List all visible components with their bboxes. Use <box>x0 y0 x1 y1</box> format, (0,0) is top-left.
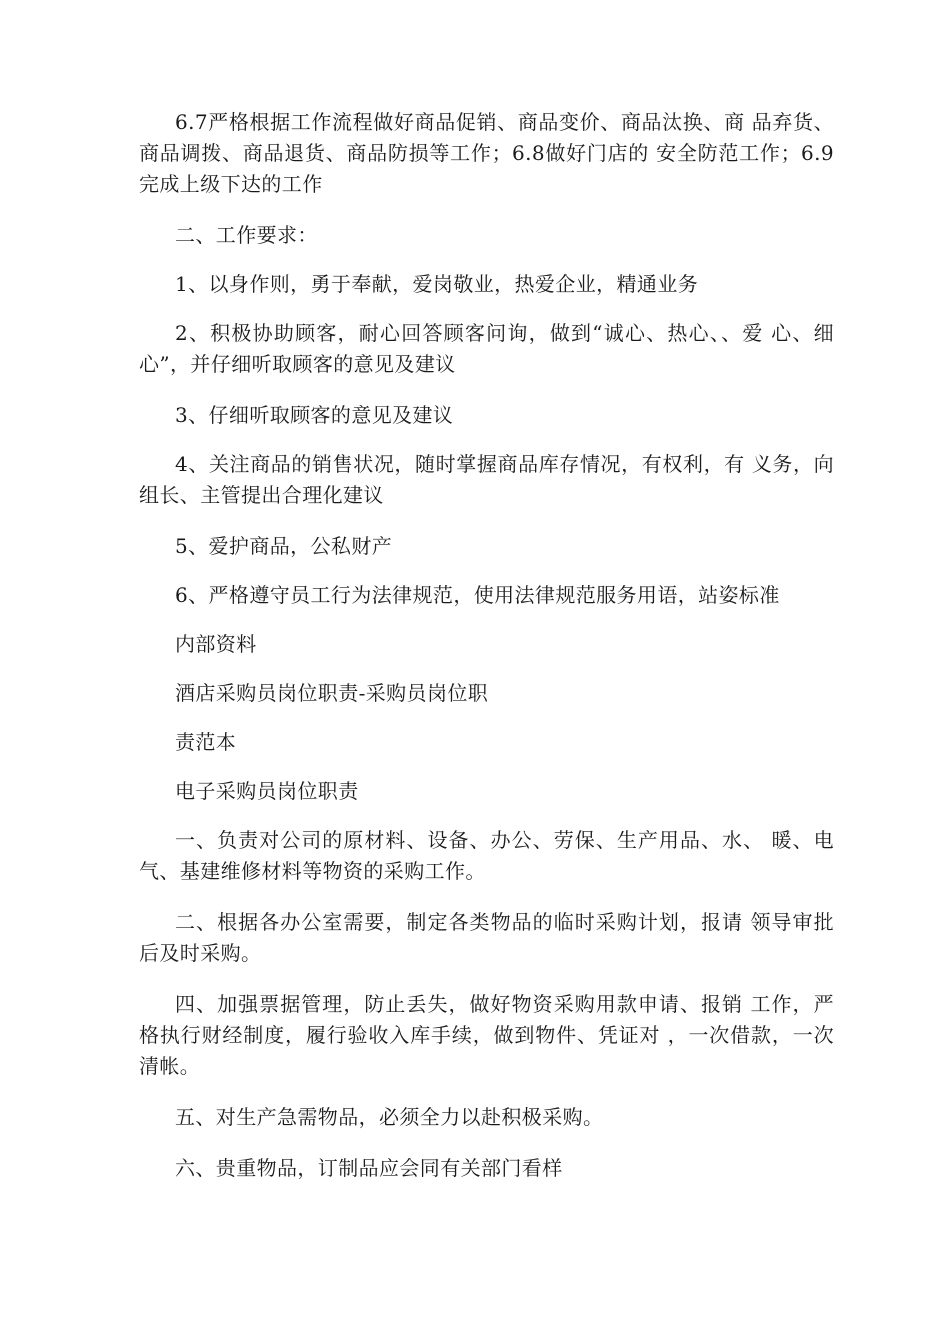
heading-work-requirements: 二、工作要求： <box>175 223 318 247</box>
paragraph-requirement-4: 4、关注商品的销售状况，随时掌握商品库存情况，有权利，有 义务，向组长、主管提出合理化建议 <box>139 452 834 507</box>
title-purchaser-duties-line1: 酒店采购员岗位职责-采购员岗位职 <box>175 681 489 705</box>
paragraph-duty-1: 一、负责对公司的原材料、设备、办公、劳保、生产用品、水、 暖、电气、基建维修材料等物资的采购工作。 <box>139 828 834 883</box>
paragraph-duties-6-7: 6.7严格根据工作流程做好商品促销、商品变价、商品汰换、商 品弃货、商品调拨、商品退货、商品防损等工作；6.8做好门店的 安全防范工作；6.9完成上级下达的工作 <box>139 110 834 196</box>
paragraph-duty-6: 六、贵重物品，订制品应会同有关部门看样 <box>175 1156 563 1180</box>
paragraph-duty-5: 五、对生产急需物品，必须全力以赴积极采购。 <box>175 1105 604 1129</box>
document-body <box>139 107 834 1204</box>
paragraph-requirement-3: 3、仔细听取顾客的意见及建议 <box>175 403 454 427</box>
paragraph-duty-2: 二、根据各办公室需要，制定各类物品的临时采购计划，报请 领导审批后及时采购。 <box>139 910 834 965</box>
paragraph-requirement-5: 5、爱护商品，公私财产 <box>175 534 393 558</box>
paragraph-requirement-2: 2、积极协助顾客，耐心回答顾客问询，做到“诚心、热心、、爱 心、细心”，并仔细听取顾客的意见及建议 <box>139 321 834 376</box>
title-purchaser-duties-line2: 责范本 <box>175 730 237 754</box>
label-internal-material: 内部资料 <box>175 632 257 656</box>
subtitle-electronic-purchaser: 电子采购员岗位职责 <box>175 779 359 803</box>
paragraph-requirement-6: 6、严格遵守员工行为法律规范，使用法律规范服务用语，站姿标准 <box>175 583 780 607</box>
paragraph-duty-4: 四、加强票据管理，防止丢失，做好物资采购用款申请、报销 工作，严格执行财经制度，履行验收入库手续，做到物件、凭证对 ，一次借款，一次清帐。 <box>139 992 834 1078</box>
paragraph-requirement-1: 1、以身作则，勇于奉献，爱岗敬业，热爱企业，精通业务 <box>175 272 699 296</box>
